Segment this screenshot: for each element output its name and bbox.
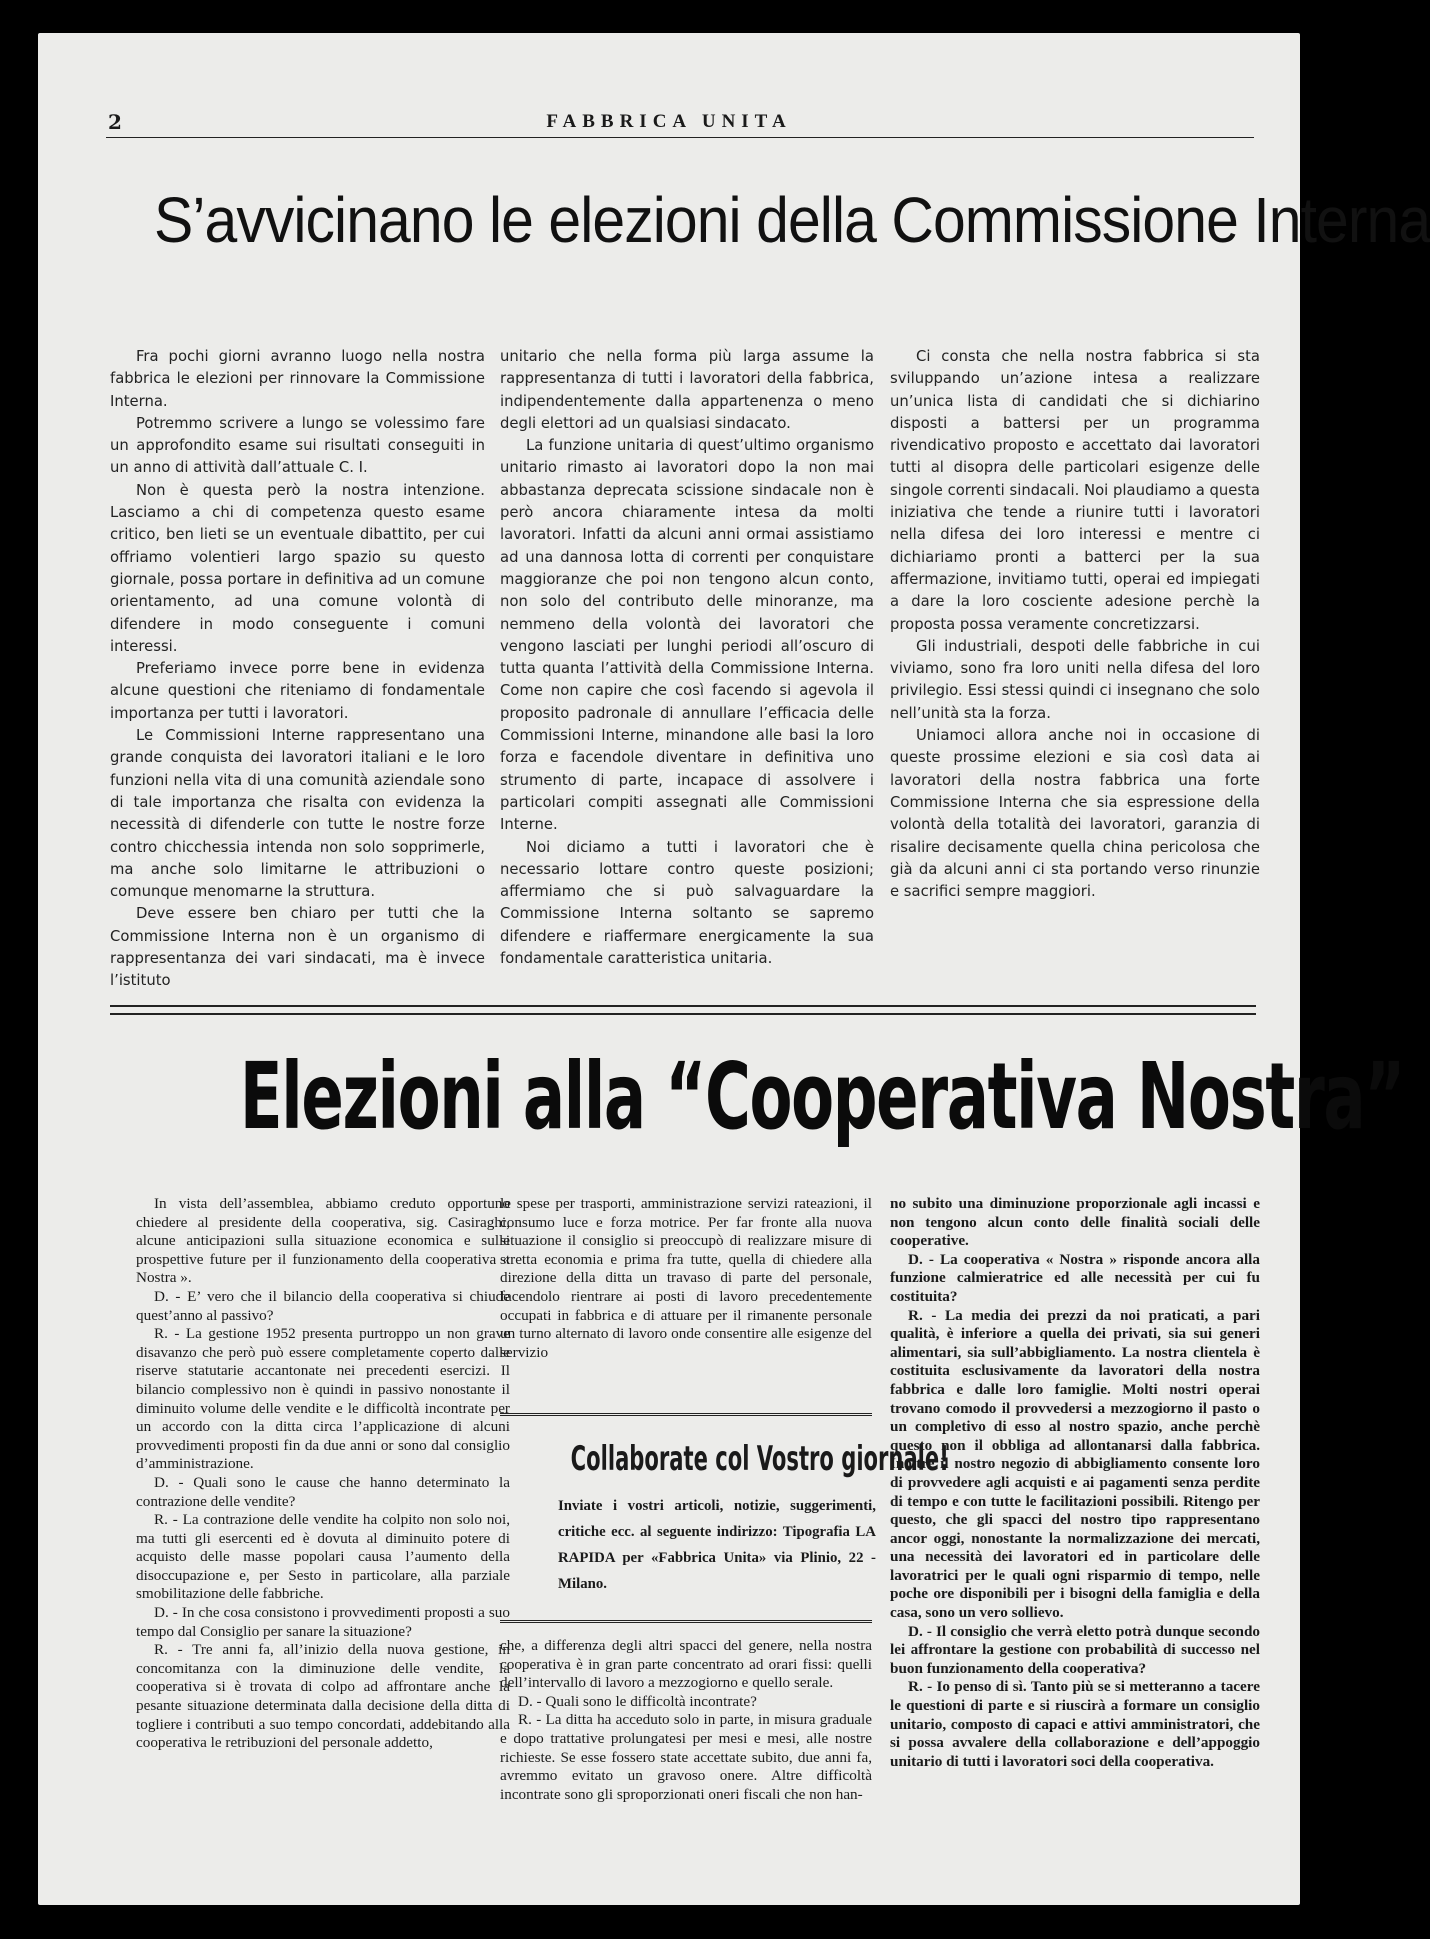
paragraph: D. - Il consiglio che verrà eletto potrà dunque secondo lei affrontare la gestione con probabilità di successo nel buon funzionamento della cooperativa? xyxy=(890,1622,1260,1677)
box-rule-bottom xyxy=(500,1620,872,1625)
article1-column-1 xyxy=(110,346,485,993)
paragraph: Uniamoci allora anche noi in occasione di queste prossime elezioni e sia così data ai lavoratori della nostra fabbrica una forte Commissione Interna che sia espressione della volontà della totalità dei lavoratori, garanzia di risalire decisamente quella china pericolosa che già da alcuni anni ci sta portando verso rinunzie e sacrifici sempre maggiori. xyxy=(890,727,1260,901)
paragraph: no subito una diminuzione proporzionale agli incassi e non tengono alcun conto delle finalità sociali delle cooperative. xyxy=(890,1195,1260,1250)
paragraph: R. - La contrazione delle vendite ha colpito non solo noi, ma tutti gli esercenti ed è dovuta al diminuito potere di acquisto delle masse popolari causa l’aumento della disoccupazione e, per Sesto in particolare, alla parziale smobilitazione delle fabbriche. xyxy=(136,1511,510,1603)
paragraph: Gli industriali, despoti delle fabbriche in cui viviamo, sono fra loro uniti nella difesa del loro privilegio. Essi stessi quindi ci insegnano che solo nell’unità sta la forza. xyxy=(890,637,1260,722)
paragraph: Noi diciamo a tutti i lavoratori che è necessario lottare contro queste posizioni; affermiamo che si può salvaguardare la Commissione Interna soltanto se sapremo difendere e riaffermare energicamente la sua fondamentale caratteristica unitaria. xyxy=(500,838,874,968)
box-body: Inviate i vostri articoli, notizie, suggerimenti, critiche ecc. al seguente indirizzo: Tipografia LA RAPIDA per «Fabbrica Unita» via Plinio, 22 - Milano. xyxy=(558,1498,876,1592)
paragraph: Le Commissioni Interne rappresentano una grande conquista dei lavoratori italiani e le loro funzioni nella vita di una comunità aziendale sono di tale importanza che risalta con evidenza la necessità di difenderle con tutte le nostre forze contro chicchessia intenda non solo sopprimerle, ma anche solo limitarne le attribuzioni o comunque menomarne la struttura. xyxy=(110,727,485,901)
article2-column-3 xyxy=(890,1195,1260,1771)
paragraph: D. - Quali sono le difficoltà incontrate? xyxy=(518,1692,757,1710)
paragraph: D. - La cooperativa « Nostra » risponde ancora alla funzione calmieratrice ed alle necessità per cui fu costituita? xyxy=(890,1250,1260,1305)
article2-column-2-top xyxy=(500,1195,872,1362)
paragraph: che, a differenza degli altri spacci del genere, nella nostra cooperativa è in gran parte concentrato ad orari fissi: quelli dell’intervallo di lavoro a mezzogiorno e quello serale. xyxy=(500,1637,872,1692)
paragraph: le spese per trasporti, amministrazione servizi rateazioni, il consumo luce e forza motrice. Per far fronte alla nuova situazione il consiglio si preoccupò di realizzare misure di stretta economia e prima fra tutte, quella di chiedere alla direzione della ditta un travaso di parte del personale, facendolo rientrare ai posti di lavoro precedentemente occupati in fabbrica e di attuare per il rimanente personale un turno alternato di lavoro onde consentire alle esigenze del servizio xyxy=(500,1195,872,1361)
paragraph: Non è questa però la nostra intenzione. Lasciamo a chi di competenza questo esame critico, ben lieti se un eventuale dibattito, per cui offriamo volentieri largo spazio su questo giornale, possa portare in definitiva ad un comune orientamento, ad una comune volontà di difendere in modo conseguente i comuni interessi. xyxy=(110,481,485,655)
paragraph: R. - La ditta ha acceduto solo in parte, in misura graduale e dopo trattative prolungatesi per mesi e mesi, alle nostre richieste. Se esse fossero state accettate subito, due anni fa, avremmo evitato un gravoso onere. Altre difficoltà incontrate sono gli sproporzionati oneri fiscali che non han- xyxy=(500,1711,872,1803)
article1-headline: S’avvicinano le elezioni della Commissione Interna xyxy=(154,184,1430,256)
box-rule-top xyxy=(500,1413,872,1418)
article2-column-2-bottom xyxy=(500,1637,872,1804)
paragraph: Potremmo scrivere a lungo se volessimo fare un approfondito esame sui risultati conseguiti in un anno di attività dall’attuale C. I. xyxy=(110,414,485,477)
newspaper-page xyxy=(38,33,1430,1905)
paragraph: D. - In che cosa consistono i provvedimenti proposti a suo tempo dal Consiglio per sanare la situazione? xyxy=(136,1604,510,1640)
paragraph: Preferiamo invece porre bene in evidenza alcune questioni che riteniamo di fondamentale importanza per tutti i lavoratori. xyxy=(110,660,485,722)
page-number: 2 xyxy=(108,110,122,134)
paragraph: R. - Tre anni fa, all’inizio della nuova gestione, in concomitanza con la diminuzione delle vendite, la cooperativa si è trovata di colpo ad affrontare anche la pesante situazione determinata dalla decisione della ditta di togliere i contributi a suo tempo concordati, addebitando alla cooperativa le retribuzioni del personale addetto, xyxy=(136,1641,510,1752)
header-rule xyxy=(106,137,1254,138)
paragraph: La funzione unitaria di quest’ultimo organismo unitario rimasto ai lavoratori dopo la non mai abbastanza deprecata scissione sindacale non è però ancora chiaramente intesa da molti lavoratori. Infatti da alcuni anni ormai assistiamo ad una dannosa lotta di correnti per conquistare maggioranze che poi non tengono alcun conto, non solo del contributo delle minoranze, ma nemmeno della volontà dei lavoratori che vengono lasciati per lunghi periodi all’oscuro di tutta quanta l’attività della Commissione Interna. Come non capire che così facendo si agevola il proposito padronale di annullare l’efficacia delle Commissioni Interne, minandone alle basi la loro forza e facendole diventare in definitiva uno strumento di parte, incapace di assolvere i particolari compiti assegnati alle Commissioni Interne. xyxy=(500,437,874,834)
paragraph: Fra pochi giorni avranno luogo nella nostra fabbrica le elezioni per rinnovare la Commissione Interna. xyxy=(110,348,485,410)
box-title: Collaborate col Vostro giornale! xyxy=(570,1439,949,1479)
article1-column-3 xyxy=(890,346,1260,903)
newspaper-name: FABBRICA UNITA xyxy=(546,111,792,132)
article2-headline: Elezioni alla “Cooperativa Nostra” xyxy=(239,1043,1405,1150)
paragraph: D. - E’ vero che il bilancio della cooperativa si chiude quest’anno al passivo? xyxy=(136,1287,510,1324)
paragraph: Ci consta che nella nostra fabbrica si sta sviluppando un’azione intesa a realizzare un’unica lista di candidati che si dichiarino disposti a battersi per un programma rivendicativo proposto e accettato dai lavoratori tutti al disopra delle particolari esigenze delle singole correnti sindacali. Noi plaudiamo a questa iniziativa che tende a riunire tutti i lavoratori nella difesa dei loro interessi e mentre ci dichiariamo pronti a batterci per la sua affermazione, invitiamo tutti, operai ed impiegati a dare la loro cosciente adesione perchè la proposta possa veramente concretizzarsi. xyxy=(890,348,1260,633)
paragraph: D. - Quali sono le cause che hanno determinato la contrazione delle vendite? xyxy=(136,1473,510,1510)
paragraph: R. - La gestione 1952 presenta purtroppo un non grave disavanzo che però può essere completamente coperto dalle riserve statutarie accantonate nei precedenti esercizi. Il bilancio complessivo non è quindi in passivo nonostante il diminuito volume delle vendite e le difficoltà incontrate per un accordo con la ditta circa l’applicazione di alcuni provvedimenti proposti fin da due anni or sono dal consiglio d’amministrazione. xyxy=(136,1325,510,1473)
paragraph: R. - Io penso di sì. Tanto più se si metteranno a tacere le questioni di parte e si riuscirà a formare un consiglio unitario, composto di capaci e attivi amministratori, che si possa avvalere della collaborazione e dell’appoggio unitario di tutti i lavoratori soci della cooperativa. xyxy=(890,1678,1260,1770)
article1-column-2 xyxy=(500,346,874,970)
paragraph: Deve essere ben chiaro per tutti che la Commissione Interna non è un organismo di rappresentanza dei vari sindacati, ma è invece l’istituto xyxy=(110,905,485,990)
article2-column-1 xyxy=(136,1195,510,1753)
section-divider xyxy=(110,1005,1256,1015)
paragraph: R. - La media dei prezzi da noi praticati, a pari qualità, è inferiore a quella dei privati, sia sui generi alimentari, sia sull’abbigliamento. La nostra clientela è costituita esclusivamente da lavoratori della nostra fabbrica e dalle loro famiglie. Molti nostri operai trovano comodo il provvedersi a mezzogiorno il pasto o un completivo di esso al nostro spazio, anche perchè questo non il obbliga ad allontanarsi dalla fabbrica. Inoltre il nostro negozio di abbigliamento consente loro di provvedere agli acquisti e ai pagamenti senza perdite di tempo e con tutte le facilitazioni possibili. Ritengo per questo, che gli spacci del nostro tipo rappresentano ancor oggi, nonostante la normalizzazione dei mercati, una necessità dei lavoratori ed in particolare delle lavoratrici per le quali ogni risparmio di tempo, nelle poche ore disponibili per i bisogni della famiglia e della casa, sono un vero sollievo. xyxy=(890,1306,1260,1622)
paragraph: unitario che nella forma più larga assume la rappresentanza di tutti i lavoratori della fabbrica, indipendentemente dalla appartenenza o meno degli elettori ad un qualsiasi sindacato. xyxy=(500,348,874,432)
paragraph: In vista dell’assemblea, abbiamo creduto opportuno chiedere al presidente della cooperativa, sig. Casiraghi, alcune anticipazioni sulla situazione economica e sulle prospettive future per il funzionamento della cooperativa « Nostra ». xyxy=(136,1195,510,1287)
